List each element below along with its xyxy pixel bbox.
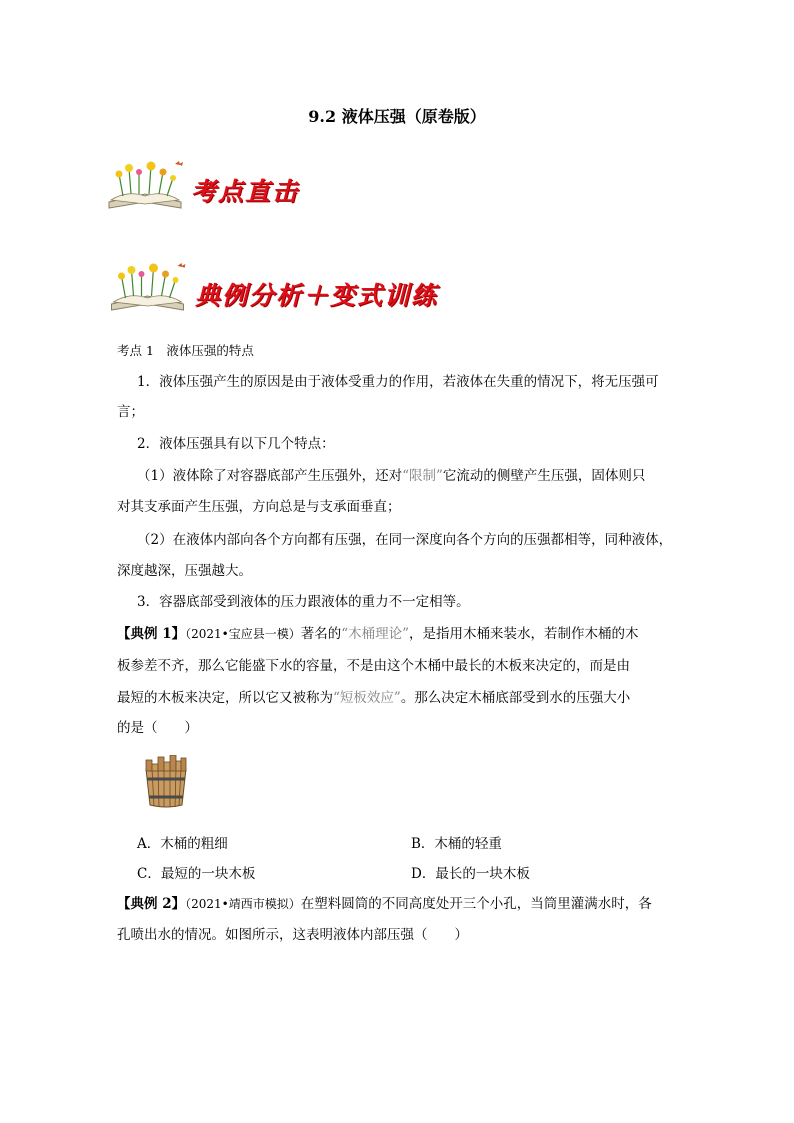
section-title-dianli: 典例分析＋变式训练 (195, 281, 439, 310)
point-line: 对其支承面产生压强，方向总是与支承面垂直； (117, 499, 401, 515)
option-b[interactable]: B．木桶的轻重 (411, 836, 502, 852)
point-line: （2）在液体内部向各个方向都有压强，在同一深度向各个方向的压强都相等，同种液体， (137, 532, 673, 548)
section-banner-dianli (105, 262, 465, 322)
point-line: 深度越深，压强越大。 (117, 563, 252, 579)
option-a[interactable]: A．木桶的粗细 (137, 836, 228, 852)
example-label: 【典例 2】 (117, 896, 186, 912)
example-line: 【典例 1】（2021•宝应县一模）著名的“木桶理论”，是指用木桶来装水，若制作木桶的木 (117, 626, 639, 642)
point-line: 3．容器底部受到液体的压力跟液体的重力不一定相等。 (137, 594, 470, 610)
example-line: 最短的木板来决定，所以它又被称为“短板效应”。那么决定木桶底部受到水的压强大小 (117, 690, 631, 706)
example-source: （2021•靖西市模拟） (185, 897, 301, 911)
example-source: （2021•宝应县一模） (185, 627, 301, 641)
quoted-term: “短板效应” (333, 690, 401, 706)
quoted-term: “限制” (402, 468, 443, 484)
wooden-bucket-icon (140, 755, 192, 813)
point-heading: 考点 1 液体压强的特点 (117, 343, 254, 358)
point-line: 言； (117, 404, 144, 420)
point-line: 2．液体压强具有以下几个特点： (137, 436, 335, 452)
point-line: 1．液体压强产生的原因是由于液体受重力的作用，若液体在失重的情况下，将无压强可 (137, 374, 659, 390)
point-line: （1）液体除了对容器底部产生压强外，还对“限制”它流动的侧壁产生压强，固体则只 (137, 468, 646, 484)
page-title: 9.2 液体压强（原卷版） (308, 107, 486, 126)
open-book-flowers-icon (105, 160, 185, 212)
example-label: 【典例 1】 (117, 626, 186, 642)
example-line: 板参差不齐，那么它能盛下水的容量，不是由这个木桶中最长的木板来决定的，而是由 (117, 658, 630, 674)
section-title-kaodian: 考点直击 (191, 177, 300, 206)
open-book-flowers-icon (105, 262, 190, 314)
example-line: 孔喷出水的情况。如图所示，这表明液体内部压强（ ） (117, 927, 468, 943)
option-d[interactable]: D．最长的一块木板 (411, 866, 530, 882)
quoted-term: “木桶理论” (341, 626, 410, 642)
option-c[interactable]: C．最短的一块木板 (137, 866, 256, 882)
section-banner-kaodian (105, 160, 405, 220)
example-line: 的是（ ） (117, 720, 198, 736)
example-line: 【典例 2】（2021•靖西市模拟）在塑料圆筒的不同高度处开三个小孔，当筒里灌满水时，各 (117, 896, 652, 912)
